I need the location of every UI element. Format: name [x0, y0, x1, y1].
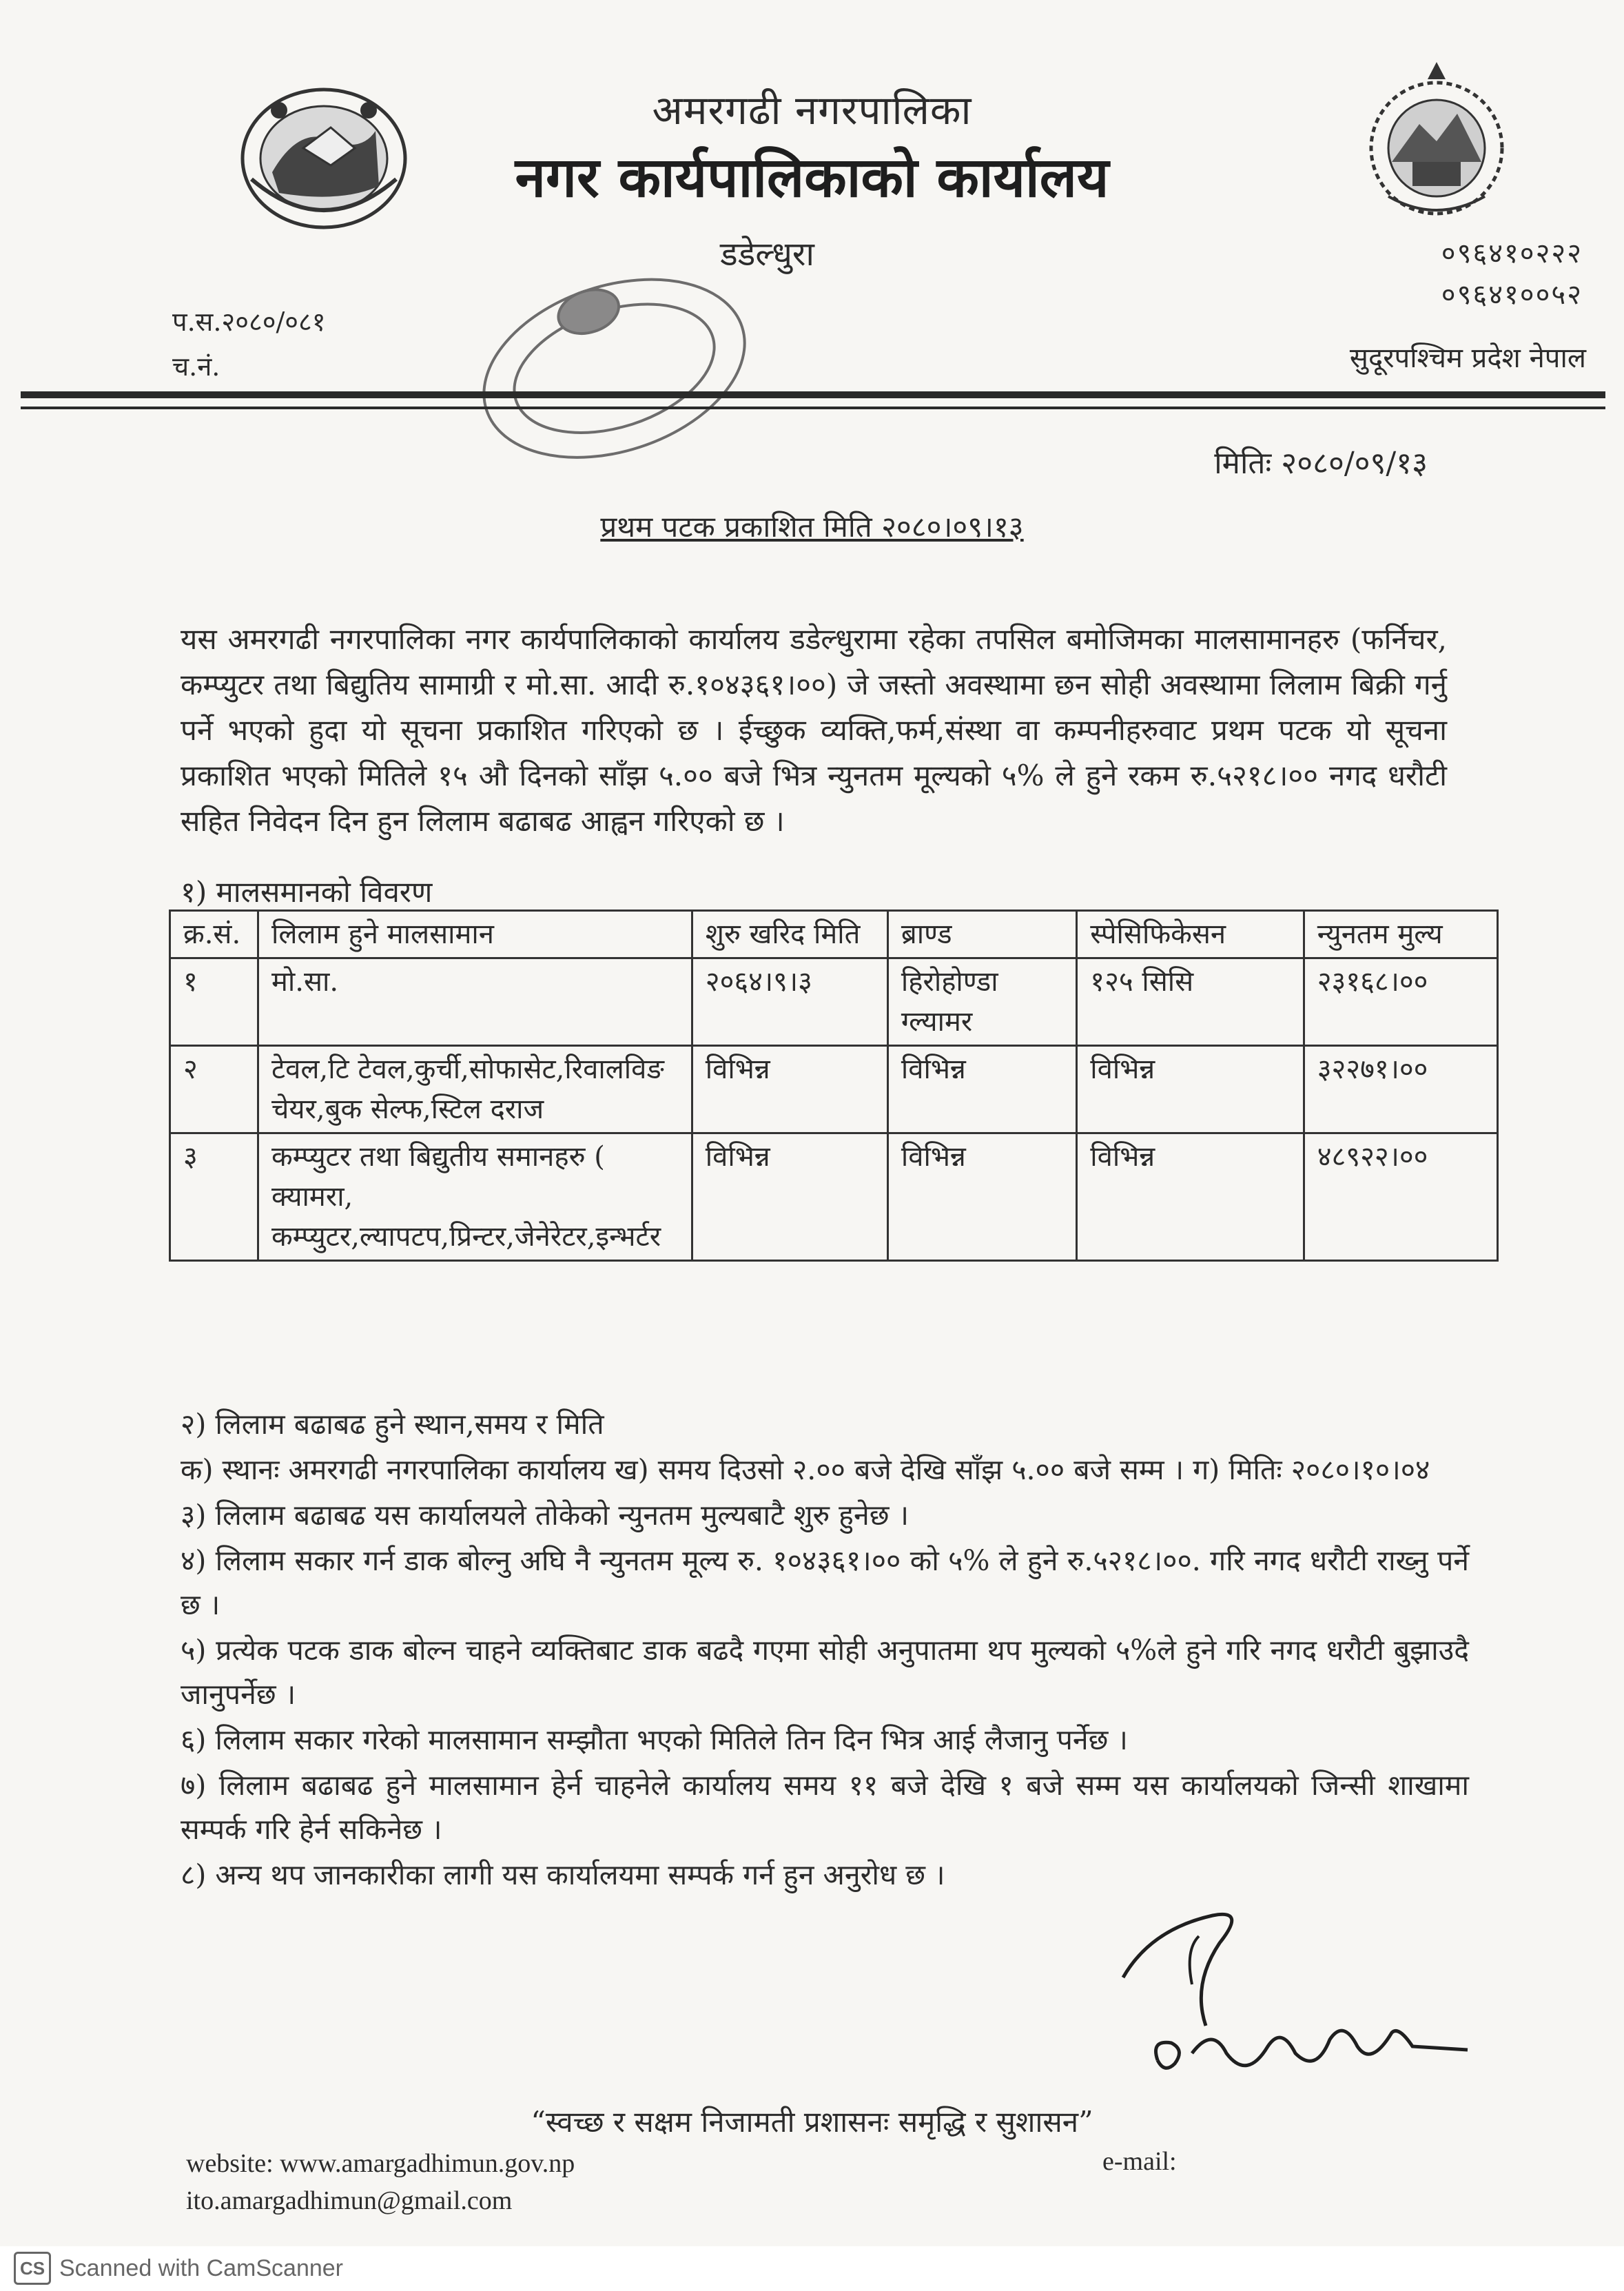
table-row — [170, 1046, 1498, 1133]
table-cell: कम्प्युटर तथा बिद्युतीय समानहरु ( क्यामरा, कम्प्युटर,ल्यापटप,प्रिन्टर,जेनेरेटर,इन्भर्टर — [258, 1133, 692, 1261]
header-divider-thin — [21, 407, 1605, 409]
table-cell: विभिन्न — [692, 1046, 887, 1133]
table-cell: हिरोहोण्डा ग्ल्यामर — [887, 958, 1076, 1046]
section-title: १) मालसमानको विवरण — [181, 875, 433, 909]
table-header-row — [170, 911, 1498, 958]
table-cell: २ — [170, 1046, 258, 1133]
scanner-text: Scanned with CamScanner — [59, 2254, 344, 2281]
table-cell: विभिन्न — [887, 1133, 1076, 1261]
office-location: डडेल्धुरा — [720, 235, 814, 274]
table-cell: २०६४।९।३ — [692, 958, 887, 1046]
office-stamp — [469, 265, 758, 465]
table-cell: टेवल,टि टेवल,कुर्ची,सोफासेट,रिवालविङ चेयर,बुक सेल्फ,स्टिल दराज — [258, 1046, 692, 1133]
signature — [1109, 1888, 1495, 2095]
letter-date: मितिः २०८०/०९/१३ — [1214, 446, 1428, 481]
list-item: ८) अन्य थप जानकारीका लागी यस कार्यालयमा सम्पर्क गर्न हुन अनुरोध छ । — [181, 1858, 945, 1891]
list-item: ५) प्रत्येक पटक डाक बोल्न चाहने व्यक्तिबाट डाक बढदै गएमा सोही अनुपातमा थप मुल्यको ५%ले हुने गरि नगद धरौटी बुझाउदै जानुपर्नेछ । — [181, 1634, 1469, 1711]
office-title: नगर कार्यपालिकाको कार्यालय — [515, 145, 1109, 209]
column-header: शुरु खरिद मिति — [692, 911, 887, 958]
table-cell: २३१६८।०० — [1304, 958, 1497, 1046]
table-row — [170, 1133, 1498, 1261]
notice-subject-text: प्रथम पटक प्रकाशित मिति २०८०।०९।१३ — [600, 510, 1024, 544]
list-item: क) स्थानः अमरगढी नगरपालिका कार्यालय ख) समय दिउसो २.०० बजे देखि साँझ ५.०० बजे सम्म । ग) मितिः २०८०।१०।०४ — [181, 1453, 1430, 1486]
camscanner-icon: CS — [14, 2252, 51, 2285]
province-name: सुदूरपश्चिम प्रदेश नेपाल — [1349, 342, 1586, 374]
scanner-watermark — [14, 2252, 343, 2285]
table-cell: विभिन्न — [887, 1046, 1076, 1133]
table-cell: मो.सा. — [258, 958, 692, 1046]
list-item: ३) लिलाम बढाबढ यस कार्यालयले तोकेको न्युनतम मुल्यबाटै शुरु हुनेछ । — [181, 1499, 909, 1532]
website-link[interactable]: www.amargadhimun.gov.np — [280, 2149, 575, 2178]
list-item: ७) लिलाम बढाबढ हुने मालसामान हेर्न चाहनेले कार्यालय समय ११ बजे देखि १ बजे सम्म यस कार्यालयको जिन्सी शाखामा सम्पर्क गरि हेर्न सकिनेछ । — [181, 1769, 1469, 1846]
list-item: २) लिलाम बढाबढ हुने स्थान,समय र मिति — [181, 1408, 604, 1441]
dispatch-number: च.नं. — [172, 351, 220, 382]
intro-paragraph: यस अमरगढी नगरपालिका नगर कार्यपालिकाको कार्यालय डडेल्धुरामा रहेका तपसिल बमोजिमका मालसामानहरु (फर्निचर, कम्प्युटर तथा बिद्युतिय सामाग्री र मो.सा. आदी रु.१०४३६१।००) जे जस्तो अवस्थामा छन सोही अवस्थामा लिलाम बिक्री गर्नु पर्ने भएको हुदा यो सूचना प्रकाशित गरिएको छ । ईच्छुक व्यक्ति,फर्म,संस्था वा कम्पनीहरुवाट प्रथम पटक यो सूचना प्रकाशित भएको मितिले १५ औ दिनको साँझ ५.०० बजे भित्र न्युनतम मूल्यको ५% ले हुने रकम रु.५२१८।०० नगद धरौटी सहित निवेदन दिन हुन लिलाम बढाबढ आह्वन गरिएको छ । — [181, 622, 1447, 838]
motto: “स्वच्छ र सक्षम निजामती प्रशासनः समृद्धि र सुशासन” — [531, 2105, 1093, 2139]
conditions-list — [181, 1402, 1469, 1898]
table-cell: विभिन्न — [692, 1133, 887, 1261]
list-item: ४) लिलाम सकार गर्न डाक बोल्नु अघि नै न्युनतम मूल्य रु. १०४३६१।०० को ५% ले हुने रु.५२१८।००. गरि नगद धरौटी राख्नु पर्ने छ । — [181, 1544, 1469, 1621]
table-cell: ४८९२२।०० — [1304, 1133, 1497, 1261]
table-row — [170, 958, 1498, 1046]
column-header: क्र.सं. — [170, 911, 258, 958]
website-label: website: — [186, 2149, 274, 2178]
column-header: स्पेसिफिकेसन — [1077, 911, 1304, 958]
column-header: लिलाम हुने मालसामान — [258, 911, 692, 958]
column-header: ब्राण्ड — [887, 911, 1076, 958]
table-cell: विभिन्न — [1077, 1133, 1304, 1261]
table-cell: ३२२७१।०० — [1304, 1046, 1497, 1133]
table-cell: विभिन्न — [1077, 1046, 1304, 1133]
footer-email[interactable]: ito.amargadhimun@gmail.com — [186, 2186, 513, 2215]
table-cell: १२५ सिसि — [1077, 958, 1304, 1046]
municipality-name: अमरगढी नगरपालिका — [652, 87, 972, 134]
table-cell: ३ — [170, 1133, 258, 1261]
header-divider — [21, 391, 1605, 398]
phone-number: ०९६४१०२२२ — [1441, 238, 1583, 269]
list-item: ६) लिलाम सकार गरेको मालसामान सम्झौता भएको मितिले तिन दिन भित्र आई लैजानु पर्नेछ । — [181, 1723, 1128, 1756]
fiscal-year: प.स.२०८०/०८१ — [172, 307, 326, 337]
phone-number: ०९६४१००५२ — [1441, 279, 1583, 311]
items-table — [169, 910, 1499, 1262]
notice-subject — [0, 506, 1624, 546]
column-header: न्युनतम मुल्य — [1304, 911, 1497, 958]
footer-website — [186, 2148, 575, 2179]
email-label: e-mail: — [1102, 2147, 1177, 2176]
table-cell: १ — [170, 958, 258, 1046]
